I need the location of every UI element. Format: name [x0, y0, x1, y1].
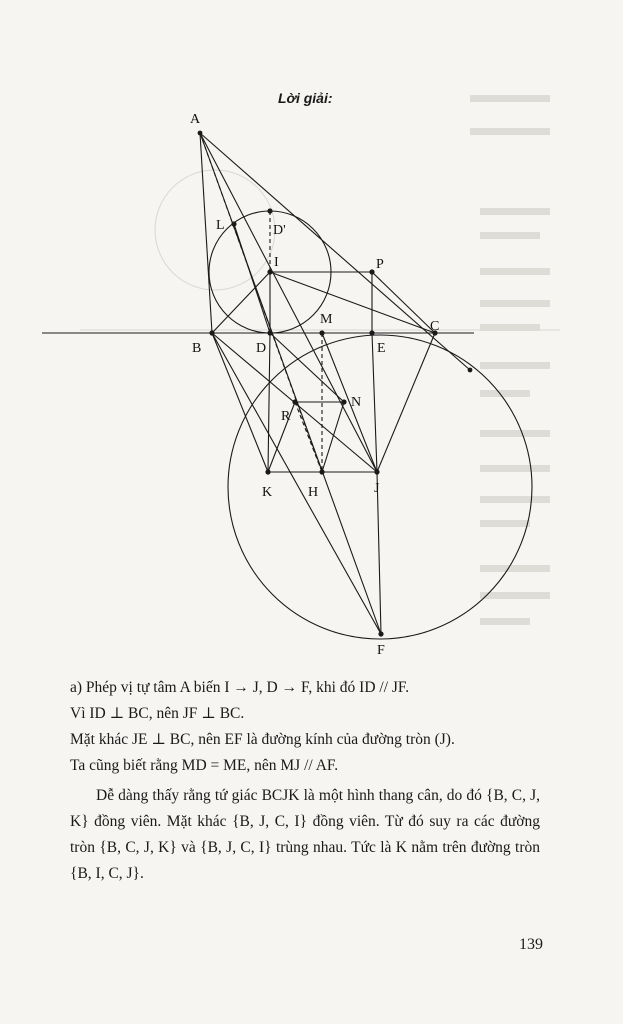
- line-a-c: [200, 133, 470, 370]
- solution-heading: Lời giải:: [278, 90, 333, 106]
- label-l: L: [216, 218, 225, 233]
- label-d-prime: D': [273, 223, 286, 238]
- line-b-f: [212, 333, 381, 634]
- label-h: H: [308, 485, 319, 500]
- label-d: D: [256, 341, 267, 356]
- line-ej2: [372, 272, 435, 333]
- line-ef: [377, 472, 381, 634]
- label-e: E: [377, 341, 386, 356]
- line-ab: [200, 133, 212, 333]
- solution-line-3: Mặt khác JE ⊥ BC, nên EF là đường kính của đường tròn (J).: [70, 731, 455, 748]
- solution-paragraph: Dễ dàng thấy rằng tứ giác BCJK là một hình thang cân, do đó {B, C, J, K} đồng viên. Mặt khác {B, J, C, I} đồng viên. Từ đó suy ra các đường tròn {B, C, J, K} và {B, J, C, I} trùng nhau. Tức là K nằm trên đường tròn {B, I, C, J}.: [70, 787, 540, 882]
- label-p: P: [376, 257, 384, 272]
- label-b: B: [192, 341, 202, 356]
- solution-line-4: Ta cũng biết rằng MD = ME, nên MJ // AF.: [70, 757, 339, 774]
- label-i: I: [274, 255, 279, 270]
- line-dk: [268, 333, 270, 472]
- label-a: A: [190, 112, 201, 127]
- solution-line-2: Vì ID ⊥ BC, nên JF ⊥ BC.: [70, 705, 245, 722]
- label-r: R: [281, 409, 291, 424]
- label-n: N: [351, 395, 362, 410]
- label-m: M: [320, 312, 333, 327]
- label-c: C: [430, 319, 440, 334]
- label-f: F: [377, 643, 385, 658]
- page-number: 139: [519, 936, 543, 953]
- solution-line-1: a) Phép vị tự tâm A biến I → J, D → F, khi đó ID // JF.: [70, 679, 410, 696]
- dashed-r-n: [295, 402, 322, 472]
- solution-text: [70, 675, 540, 887]
- label-j: J: [374, 481, 380, 496]
- line-hn: [322, 402, 344, 472]
- label-k: K: [262, 485, 273, 500]
- line-cj: [377, 333, 435, 472]
- line-ic: [270, 272, 435, 333]
